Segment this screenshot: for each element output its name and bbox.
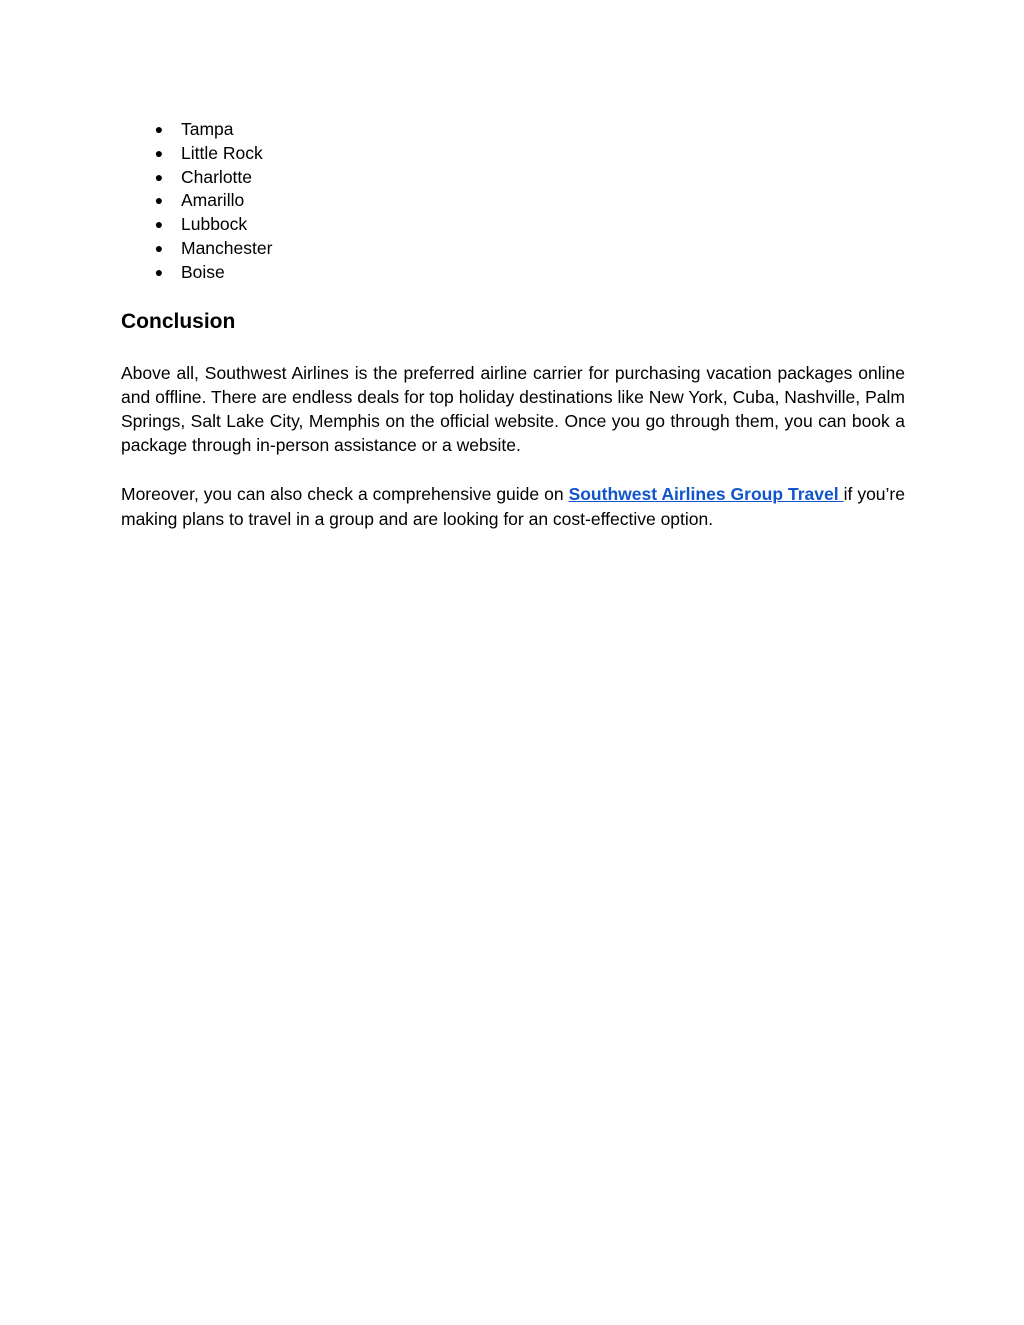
list-item-label: Charlotte xyxy=(181,166,253,187)
list-item-label: Amarillo xyxy=(181,190,245,211)
list-item xyxy=(121,189,905,213)
bullet-icon: ● xyxy=(154,239,164,256)
conclusion-paragraph: Above all, Southwest Airlines is the preferred airline carrier for purchasing vacation packages online and offline. There are endless deals for top holiday destinations like New York, Cuba, Nashville, Palm Springs, Salt Lake City, Memphis on the official website. Once you go through them, you can book a package through in-person assistance or a website. xyxy=(121,362,905,456)
group-travel-paragraph xyxy=(121,482,905,530)
list-item xyxy=(121,118,905,142)
list-item xyxy=(121,213,905,237)
paragraph-text-after-link: if you’re making plans to travel in a group and are looking for an cost-effective option. xyxy=(121,484,905,529)
list-item xyxy=(121,261,905,285)
bullet-icon: ● xyxy=(154,144,164,161)
destination-list xyxy=(121,118,905,285)
list-item-label: Tampa xyxy=(181,119,234,139)
bullet-icon: ● xyxy=(154,192,164,209)
list-item xyxy=(121,142,905,166)
list-item-label: Lubbock xyxy=(181,214,248,235)
page-content xyxy=(121,118,905,531)
list-item-label: Little Rock xyxy=(181,142,263,163)
paragraph-text-before-link: Moreover, you can also check a comprehensive guide on xyxy=(121,484,569,505)
bullet-icon: ● xyxy=(154,121,164,137)
bullet-icon: ● xyxy=(154,216,164,233)
list-item xyxy=(121,166,905,190)
bullet-icon: ● xyxy=(154,263,164,280)
list-item-label: Boise xyxy=(181,261,225,282)
bullet-icon: ● xyxy=(154,168,164,185)
southwest-group-travel-link[interactable]: Southwest Airlines Group Travel xyxy=(568,484,844,505)
list-item xyxy=(121,237,905,261)
conclusion-heading: Conclusion xyxy=(121,309,236,333)
list-item-label: Manchester xyxy=(181,237,273,258)
